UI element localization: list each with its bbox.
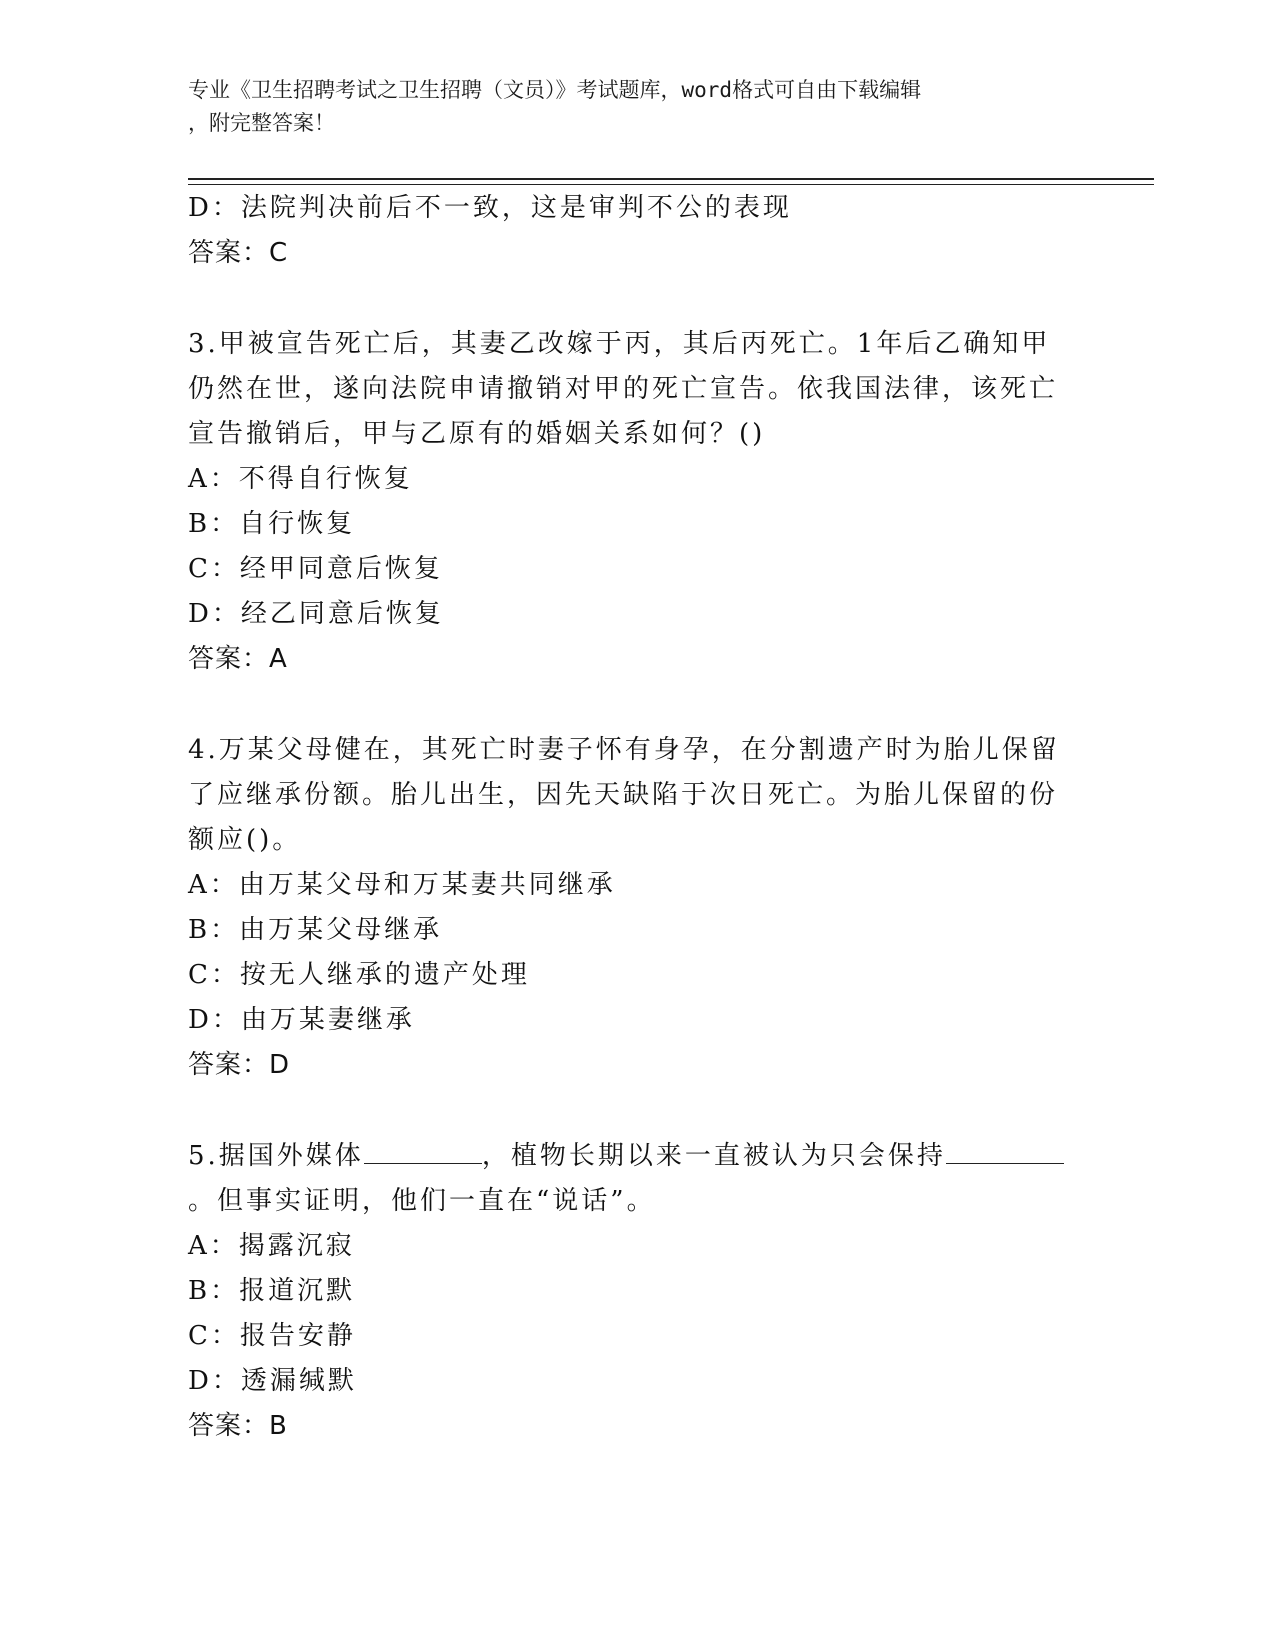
stem-part-3: 。但事实证明，他们一直在“说话”。 bbox=[188, 1186, 656, 1216]
header-line-1: 专业《卫生招聘考试之卫生招聘（文员）》考试题库，word格式可自由下载编辑 bbox=[188, 78, 922, 102]
header-rule-thick bbox=[188, 178, 1154, 180]
fill-blank-2 bbox=[946, 1139, 1064, 1164]
option-c: C：按无人继承的遗产处理 bbox=[188, 960, 530, 990]
question-3 bbox=[188, 322, 1088, 682]
answer-line: 答案：B bbox=[188, 1411, 288, 1441]
header-line-2: ，附完整答案！ bbox=[188, 111, 335, 135]
option-b: B：报道沉默 bbox=[188, 1276, 356, 1306]
option-b: B：自行恢复 bbox=[188, 509, 356, 539]
option-a: A：不得自行恢复 bbox=[188, 464, 413, 494]
option-a: A：揭露沉寂 bbox=[188, 1231, 355, 1261]
answer-line: 答案：D bbox=[188, 1050, 291, 1080]
option-d: D：经乙同意后恢复 bbox=[188, 599, 444, 629]
stem-part-2: ，植物长期以来一直被认为只会保持 bbox=[481, 1141, 946, 1171]
stem-part-1: 5.据国外媒体 bbox=[188, 1141, 364, 1171]
option-c: C：报告安静 bbox=[188, 1321, 356, 1351]
document-body bbox=[188, 186, 1088, 1449]
fill-blank-1 bbox=[364, 1139, 482, 1164]
option-a: A：由万某父母和万某妻共同继承 bbox=[188, 870, 616, 900]
document-header bbox=[188, 74, 1068, 140]
question-5 bbox=[188, 1134, 1088, 1449]
previous-question-tail bbox=[188, 186, 1088, 276]
option-c: C：经甲同意后恢复 bbox=[188, 554, 443, 584]
answer-line: 答案：A bbox=[188, 644, 288, 674]
question-4 bbox=[188, 728, 1088, 1088]
option-b: B：由万某父母继承 bbox=[188, 915, 443, 945]
option-d: D：透漏缄默 bbox=[188, 1366, 357, 1396]
option-d: D：法院判决前后不一致，这是审判不公的表现 bbox=[188, 193, 792, 223]
question-stem: 3.甲被宣告死亡后，其妻乙改嫁于丙，其后丙死亡。1年后乙确知甲仍然在世，遂向法院申请撤销对甲的死亡宣告。依我国法律，该死亡宣告撤销后，甲与乙原有的婚姻关系如何？() bbox=[188, 329, 1059, 449]
header-rule-thin bbox=[188, 184, 1154, 185]
question-stem: 4.万某父母健在，其死亡时妻子怀有身孕，在分割遗产时为胎儿保留了应继承份额。胎儿出生，因先天缺陷于次日死亡。为胎儿保留的份额应()。 bbox=[188, 735, 1060, 855]
answer-line: 答案：C bbox=[188, 238, 289, 268]
question-stem bbox=[188, 1134, 1078, 1224]
option-d: D：由万某妻继承 bbox=[188, 1005, 415, 1035]
